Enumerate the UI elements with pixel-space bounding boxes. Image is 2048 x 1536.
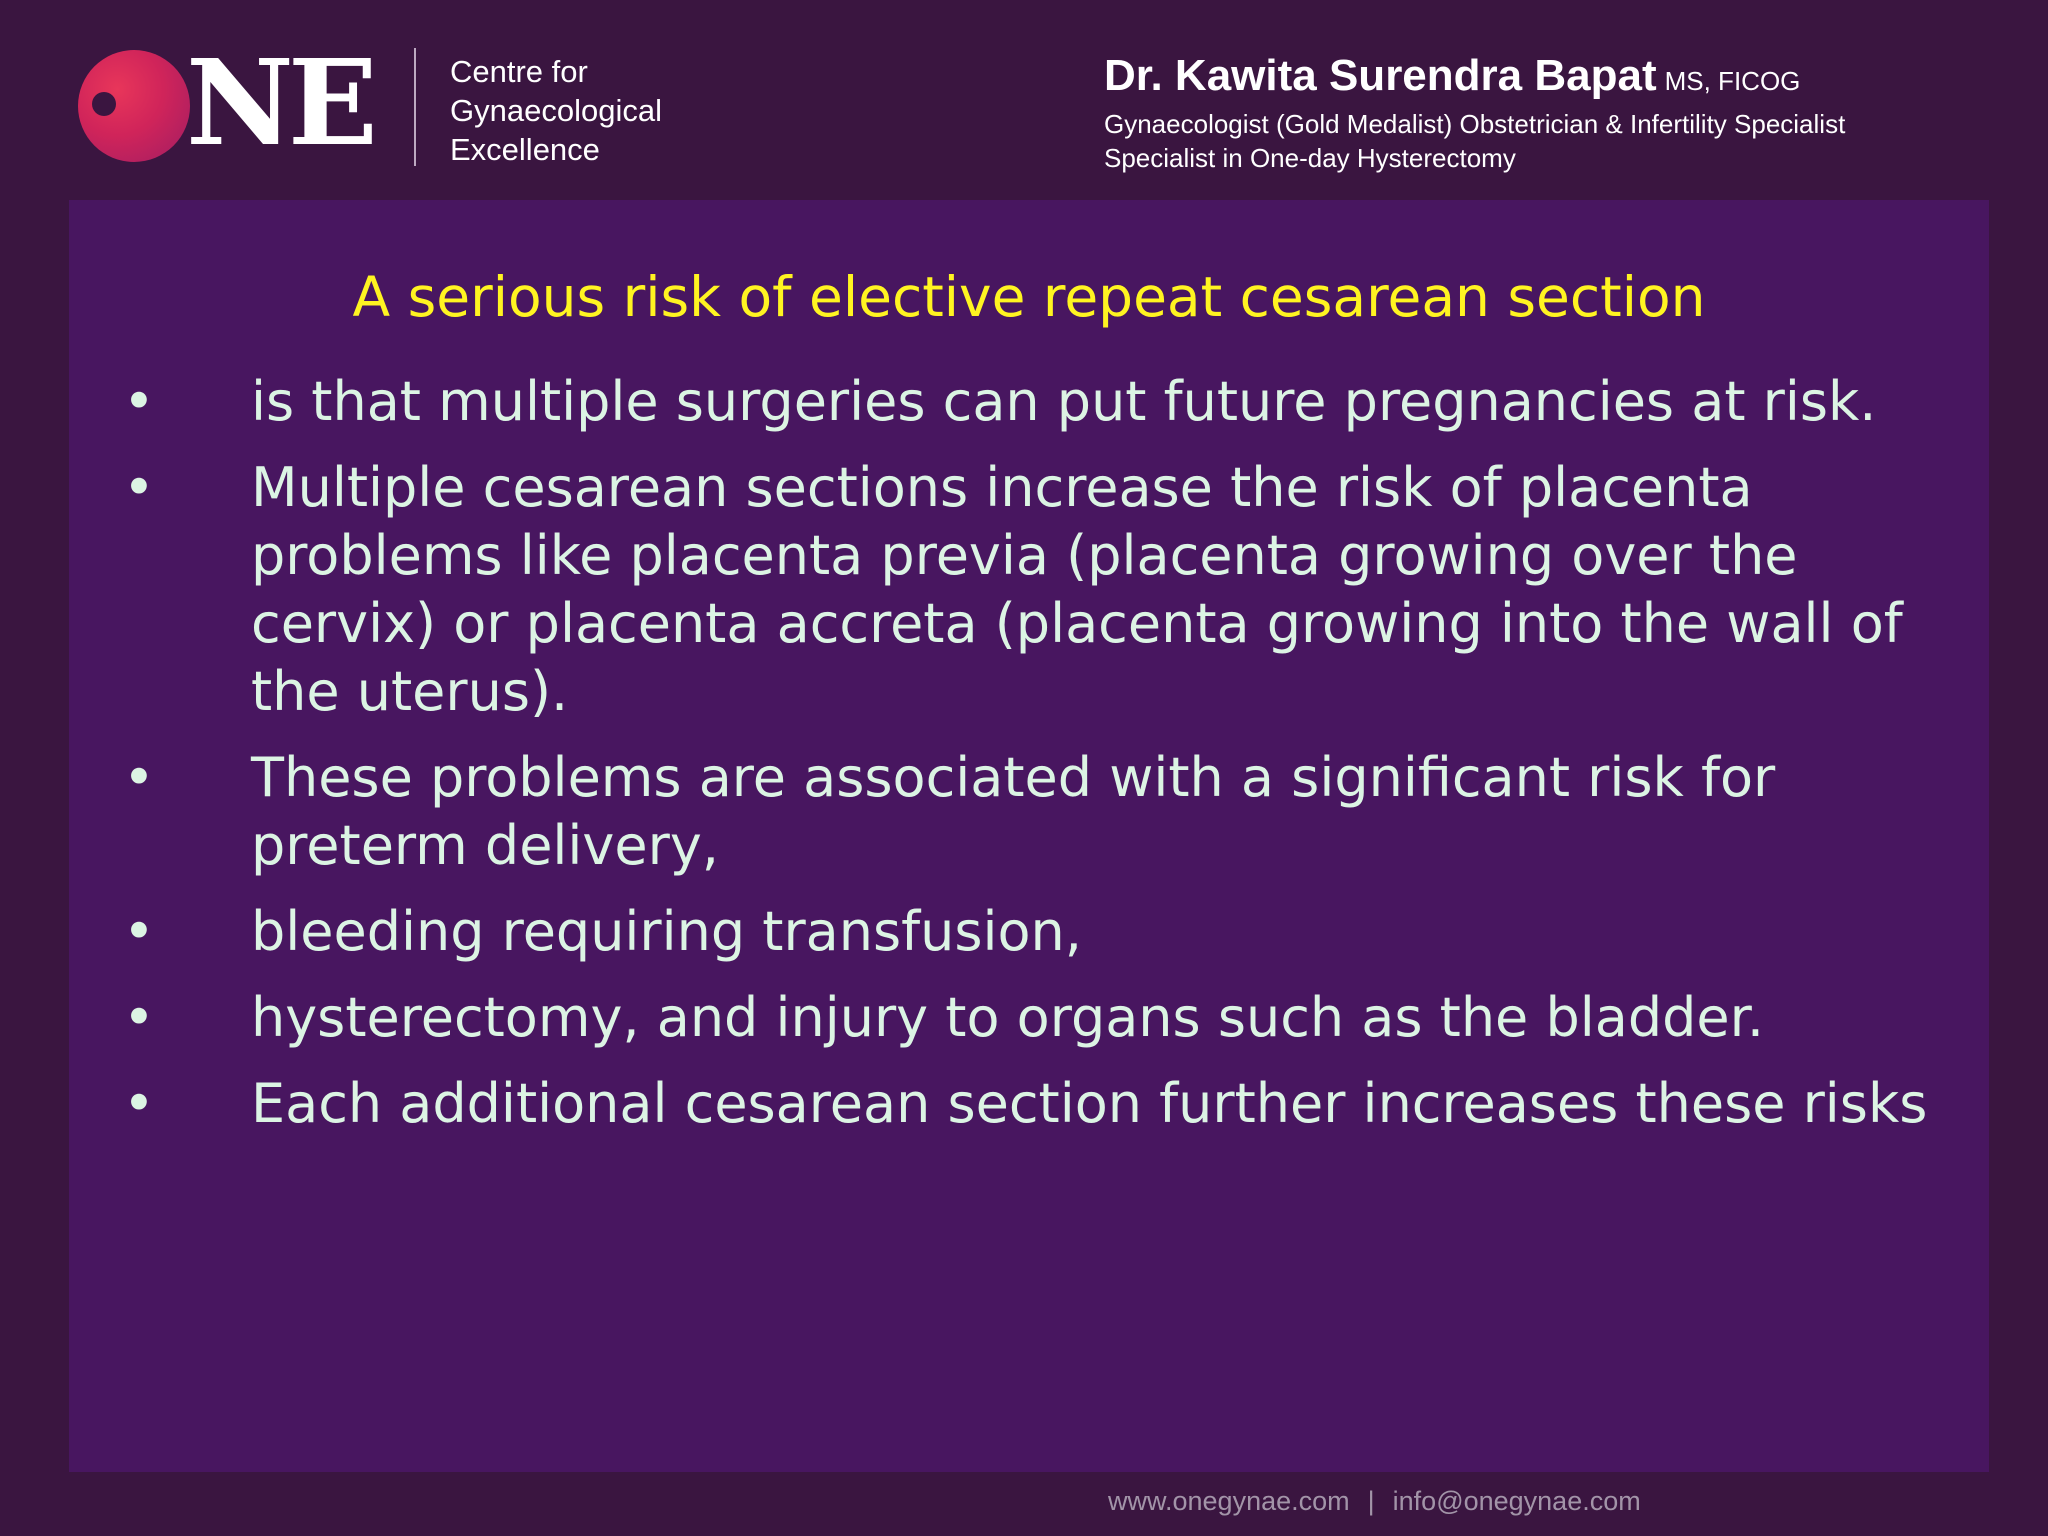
doctor-title: Gynaecologist (Gold Medalist) Obstetrician & Infertility Specialist [1104,109,1846,139]
logo-caption-line: Centre for [450,54,588,89]
bullet-icon: • [123,900,155,963]
bullet-icon: • [123,746,155,809]
bullet-item [119,744,1979,880]
bullet-text: Multiple cesarean sections increase the risk of placenta problems like placenta previa (placenta growing over the cervix) or placenta accreta (placenta growing into the wall of the uterus). [251,456,1903,723]
logo-wordmark: NE [186,33,372,172]
logo-caption-line: Gynaecological [450,93,662,128]
bullet-icon: • [123,1072,155,1135]
clinic-logo [78,33,698,173]
bullet-list [119,368,1979,1156]
logo-dot [92,92,116,116]
bullet-text: hysterectomy, and injury to organs such as the bladder. [251,986,1765,1049]
slide-title: A serious risk of elective repeat cesarean section [352,265,1706,329]
bullet-item [119,368,1979,436]
bullet-item [119,984,1979,1052]
bullet-text: bleeding requiring transfusion, [251,900,1082,963]
slide-panel [69,200,1989,1472]
website-link[interactable]: www.onegynae.com [1108,1486,1350,1516]
doctor-name: Dr. Kawita Surendra Bapat [1104,51,1657,100]
bullet-text: Each additional cesarean section further increases these risks [251,1072,1928,1135]
footer-separator: | [1367,1486,1375,1516]
bullet-icon: • [123,370,155,433]
bullet-item [119,454,1979,726]
logo-circle-icon [78,50,190,162]
logo-divider [414,48,416,166]
footer-contact [1108,1484,1808,1518]
doctor-info [1104,50,2004,175]
bullet-icon: • [123,986,155,1049]
doctor-specialty: Specialist in One-day Hysterectomy [1104,143,1516,173]
logo-caption [450,52,662,169]
bullet-text: These problems are associated with a significant risk for preterm delivery, [251,746,1776,877]
doctor-name-line [1104,50,2004,107]
email-link[interactable]: info@onegynae.com [1392,1486,1641,1516]
bullet-icon: • [123,456,155,519]
bullet-item [119,898,1979,966]
bullet-text: is that multiple surgeries can put future pregnancies at risk. [251,370,1877,433]
bullet-item [119,1070,1979,1138]
doctor-credentials: MS, FICOG [1664,66,1801,96]
logo-caption-line: Excellence [450,132,600,167]
